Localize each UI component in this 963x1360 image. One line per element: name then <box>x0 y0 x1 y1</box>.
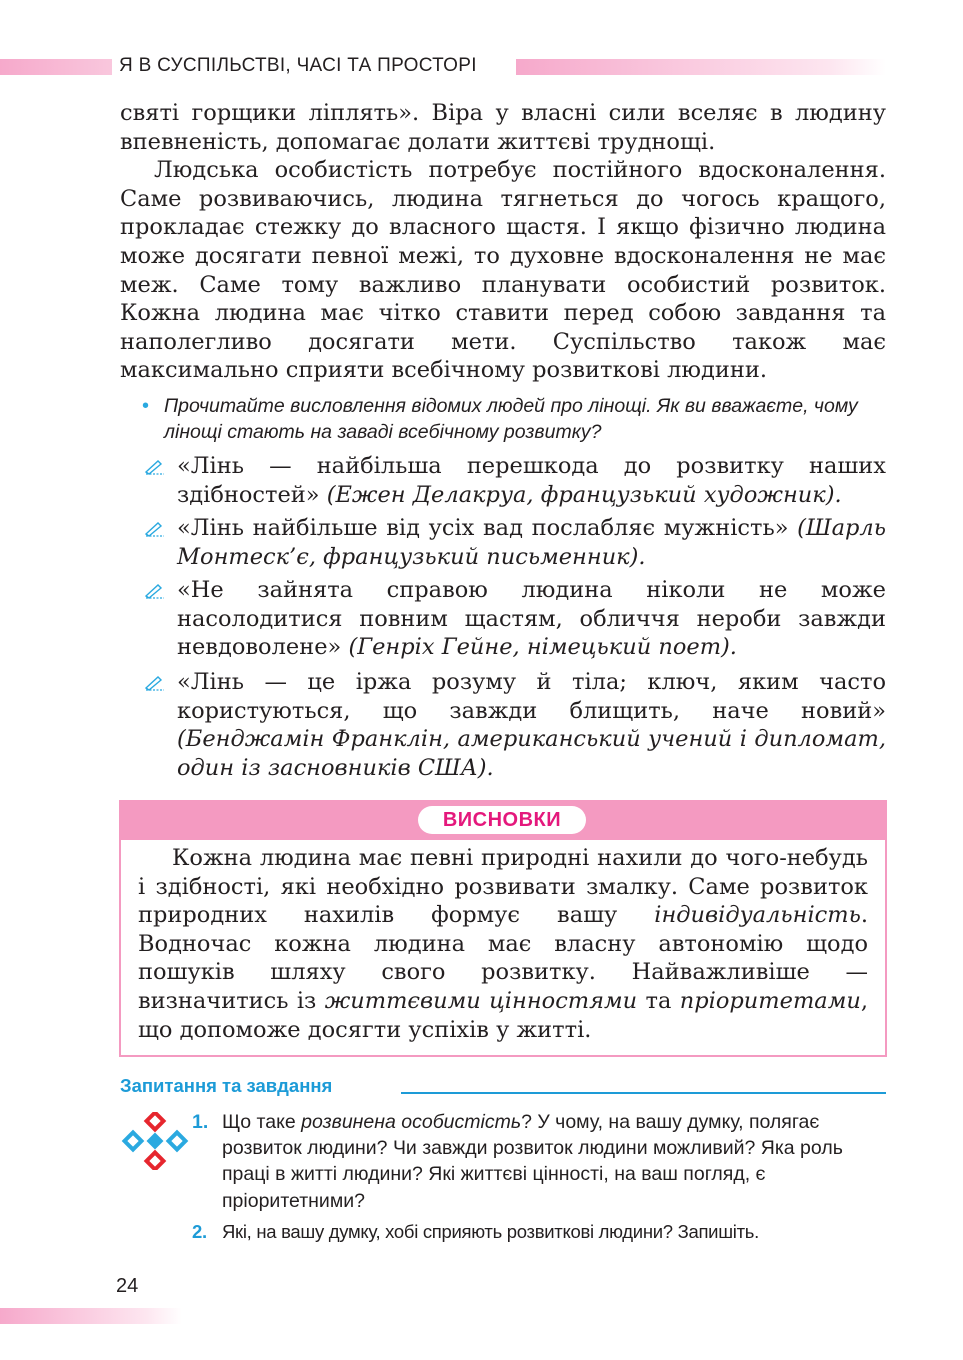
question-term: розвинена особистість <box>301 1111 522 1133</box>
conclusions-header <box>121 802 885 840</box>
question-item <box>192 1109 886 1214</box>
conclusions-segment: . Водночас кожна людина має власну автономію щодо пошуків шляху свого розвитку. Найважливіше — визначитись із <box>138 902 868 1014</box>
conclusions-segment: Кожна людина має певні природні нахили до чого-небудь і здібності, які необхідно розвивати змалку. Саме розвиток природних нахилів формує вашу <box>138 845 868 929</box>
conclusions-segment: , що допоможе досягти успіхів у житті. <box>138 987 868 1043</box>
quote-author: (Генріх Гейне, німецький поет). <box>348 634 737 661</box>
pen-icon <box>144 582 166 600</box>
ornament-icon <box>118 1112 192 1170</box>
conclusions-term: індивідуальність <box>654 902 861 929</box>
question-text: Які, на вашу думку, хобі сприяють розвиткові людини? Запишіть. <box>222 1221 759 1242</box>
paragraph-2: Людська особистість потребує постійного вдосконалення. Саме розвиваючись, людина тягнеться до чогось кращого, прокладає стежку до власного щастя. І якщо фізично людина може досягати певної межі, то духовне вдосконалення не має меж. Саме тому важливо планувати особистий розвиток. Кожна людина має чітко ставити перед собою завдання та наполегливо досягати мети. Суспільство також має максимально сприяти всебічному розвиткові людини. <box>120 157 886 384</box>
quote-text: «Лінь — найбільша перешкода до розвитку наших здібностей» <box>177 453 886 508</box>
questions-title: Запитання та завдання <box>120 1075 333 1096</box>
quote-item <box>177 514 886 571</box>
quote-author: (Ежен Делакруа, французький художник). <box>326 481 842 508</box>
conclusions-term: життєвими цінностями <box>324 987 638 1014</box>
pen-icon <box>144 674 166 692</box>
header-decor-left <box>0 59 112 75</box>
bullet-icon: • <box>142 395 150 417</box>
quote-author: (Шарль Монтеск’є, французький письменник). <box>177 515 886 570</box>
pen-icon <box>144 458 166 476</box>
conclusions-box <box>119 800 887 1057</box>
question-item <box>192 1219 886 1245</box>
header-decor-right <box>516 59 886 75</box>
footer-decor <box>0 1308 182 1324</box>
question-number: 1. <box>192 1111 209 1133</box>
conclusions-title: ВИСНОВКИ <box>418 806 586 834</box>
question-number: 2. <box>192 1221 207 1242</box>
running-header: Я В СУСПІЛЬСТВІ, ЧАСІ ТА ПРОСТОРІ <box>119 55 477 76</box>
pen-icon <box>144 520 166 538</box>
page-number: 24 <box>116 1275 139 1297</box>
quote-text: «Лінь — це іржа розуму й тіла; ключ, яким часто користуються, що завжди блищить, наче новий» <box>177 669 886 724</box>
quote-text: «Не зайнята справою людина ніколи не може насолодитися повним щастям, обличчя нероби завжди невдоволене» <box>177 577 886 661</box>
questions-rule <box>401 1092 886 1094</box>
paragraph-1: святі горщики ліплять». Віра у власні сили вселяє в людину впевненість, допомагає долати життєві труднощі. <box>120 100 886 155</box>
body-text <box>120 99 886 385</box>
quote-text: «Лінь найбільше від усіх вад послабляє мужність» <box>177 515 789 541</box>
quote-author: (Бенджамін Франклін, американський учений і дипломат, один із засновників США). <box>177 726 886 781</box>
reading-task-text: Прочитайте висловлення відомих людей про лінощі. Як ви вважаєте, чому лінощі стають на заваді всебічному розвитку? <box>164 395 858 443</box>
quote-item <box>177 576 886 662</box>
quote-item <box>177 668 886 782</box>
quote-item <box>177 452 886 509</box>
reading-task <box>142 393 886 445</box>
conclusions-term: пріоритетами <box>679 987 861 1014</box>
conclusions-text <box>138 844 868 1044</box>
question-text: ? У чому, на вашу думку, полягає розвиток людини? Чи завжди розвиток людини можливий? Яка роль праці в житті людини? Які життєві цінності, на ваш погляд, є пріоритетними? <box>222 1111 843 1212</box>
conclusions-segment: та <box>637 987 680 1014</box>
question-text: Що таке <box>222 1111 302 1133</box>
